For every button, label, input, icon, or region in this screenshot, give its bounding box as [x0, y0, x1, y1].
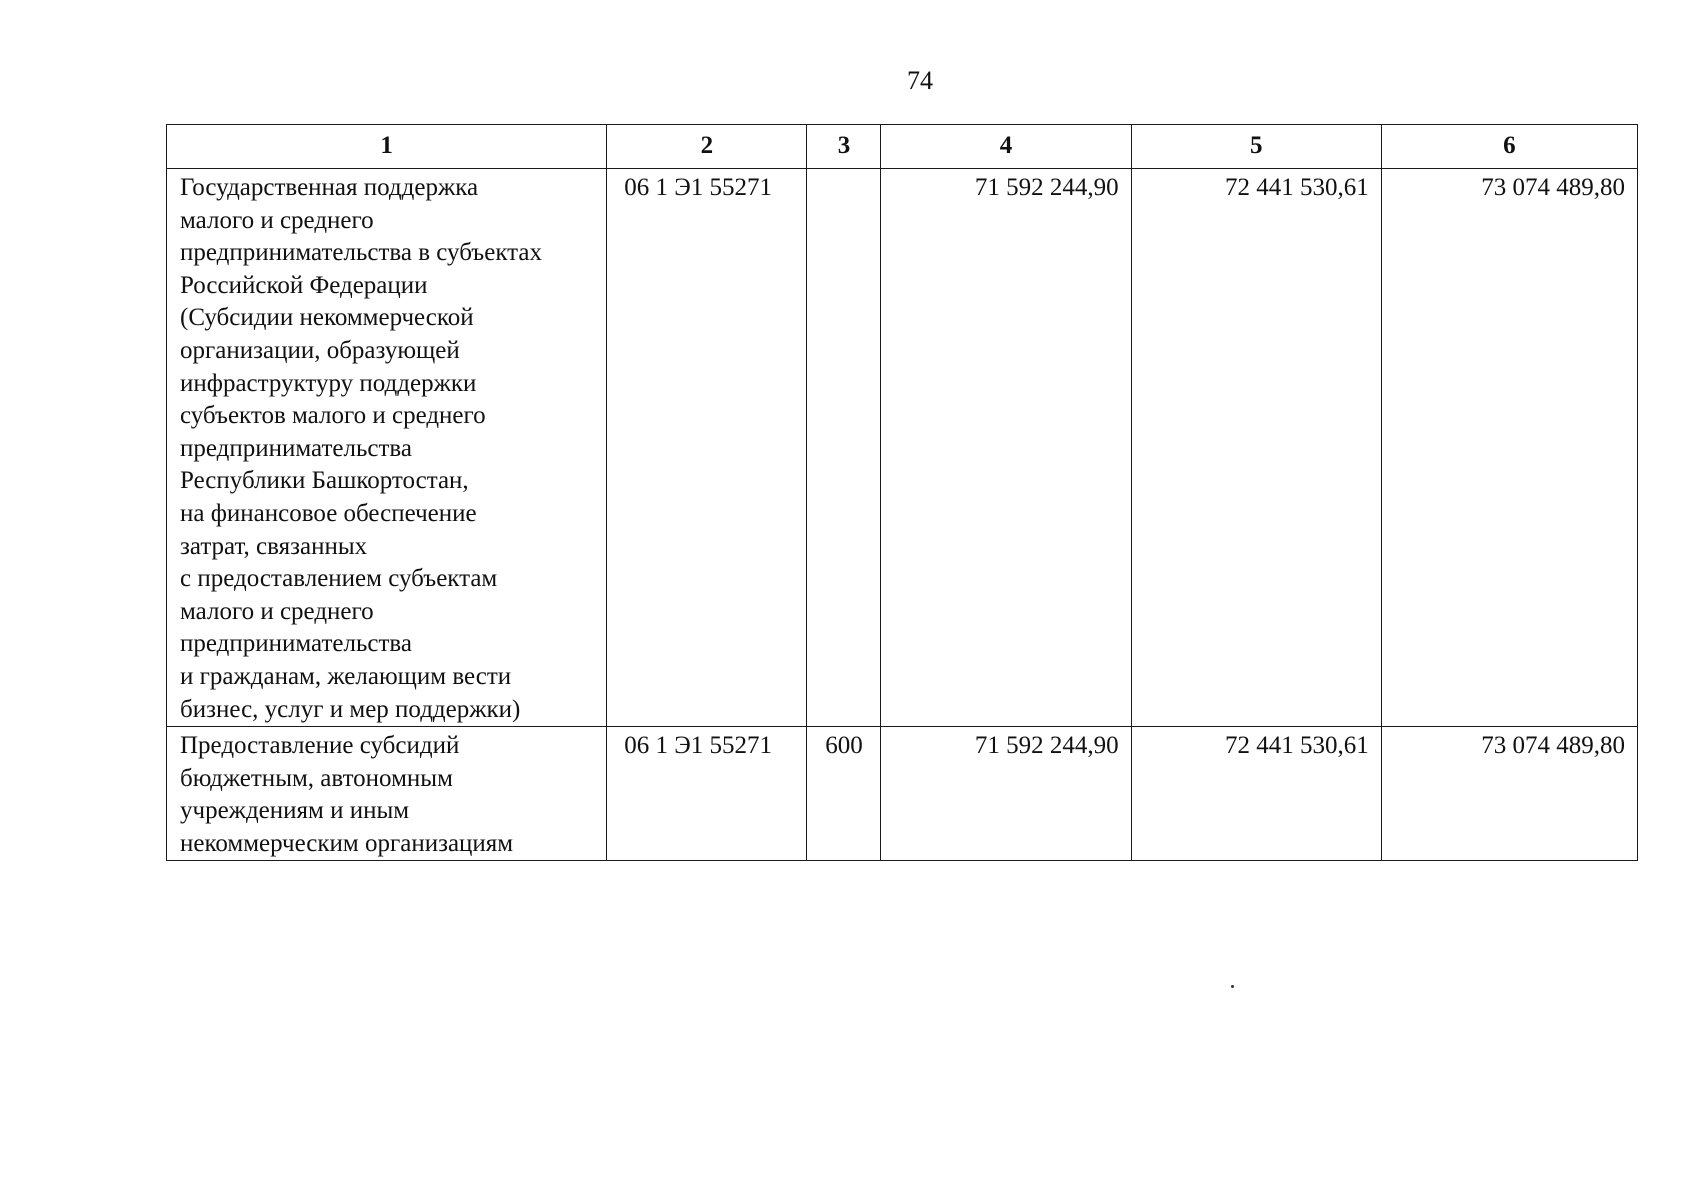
column-header-5: 5: [1131, 125, 1381, 169]
table-row: [167, 727, 1638, 861]
row-type-cell: [807, 169, 881, 727]
column-header-4: 4: [881, 125, 1131, 169]
row-year1-amount: 71 592 244,90: [881, 169, 1131, 727]
row-name-cell: Предоставление субсидий бюджетным, автономным учреждениям и иным некоммерческим организациям: [167, 727, 607, 861]
row-code-cell: 06 1 Э1 55271: [607, 727, 807, 861]
row-type-cell: 600: [807, 727, 881, 861]
column-header-6: 6: [1381, 125, 1637, 169]
budget-table: [166, 124, 1638, 861]
column-header-2: 2: [607, 125, 807, 169]
row-year2-amount: 72 441 530,61: [1131, 169, 1381, 727]
table-header-row: [167, 125, 1638, 169]
scan-speck: [1231, 985, 1234, 988]
column-header-3: 3: [807, 125, 881, 169]
column-header-1: 1: [167, 125, 607, 169]
row-year3-amount: 73 074 489,80: [1381, 727, 1637, 861]
row-year1-amount: 71 592 244,90: [881, 727, 1131, 861]
page-number: 74: [907, 66, 933, 95]
row-year3-amount: 73 074 489,80: [1381, 169, 1637, 727]
row-year2-amount: 72 441 530,61: [1131, 727, 1381, 861]
row-code-cell: 06 1 Э1 55271: [607, 169, 807, 727]
table-row: [167, 169, 1638, 727]
row-name-cell: Государственная поддержка малого и среднего предпринимательства в субъектах Российской Федерации (Субсидии некоммерческой организации, образующей инфраструктуру поддержки субъектов малого и среднего предпринимательства Республики Башкортостан, на финансовое обеспечение затрат, связанных с предоставлением субъектам малого и среднего предпринимательства и гражданам, желающим вести бизнес, услуг и мер поддержки): [167, 169, 607, 727]
